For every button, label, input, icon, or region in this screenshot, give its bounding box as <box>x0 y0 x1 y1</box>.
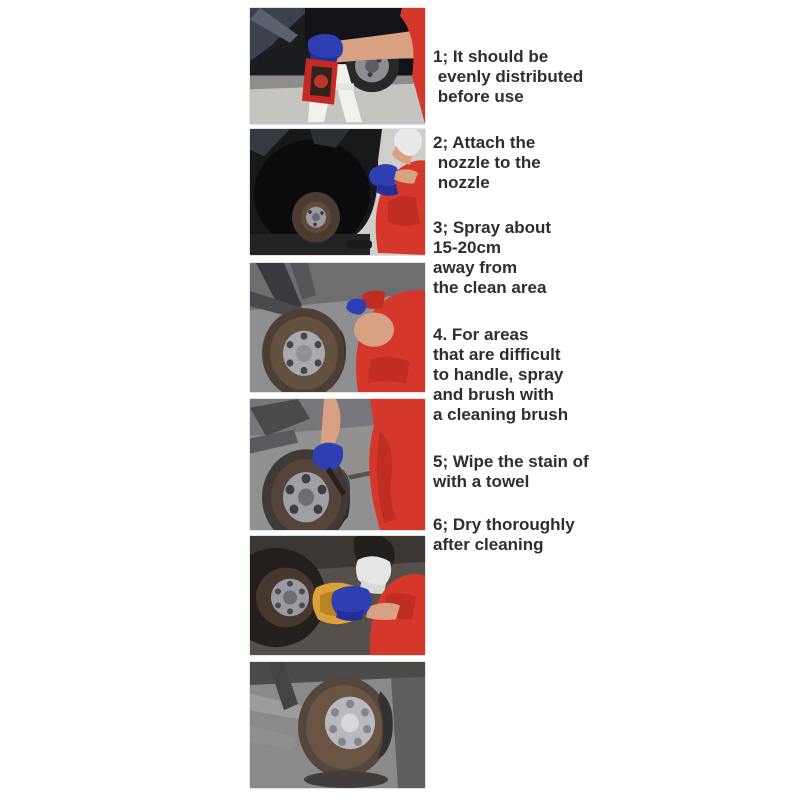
white-mask-shape <box>356 556 391 586</box>
step-text-1 <box>433 47 613 107</box>
step-photo-6 <box>249 661 426 789</box>
step-6-line-1: 6; Dry thoroughly <box>433 515 575 534</box>
step-5-line-1: 5; Wipe the stain of <box>433 452 589 471</box>
step-2-line-3: nozzle <box>433 173 490 192</box>
step-text-4 <box>433 325 613 425</box>
photo-4-art <box>250 399 425 530</box>
step-text-5 <box>433 452 613 492</box>
step-4-line-5: a cleaning brush <box>433 405 569 424</box>
step-1-line-3: before use <box>433 87 524 106</box>
photo-6-art <box>250 662 425 788</box>
step-3-line-3: away from <box>433 258 518 277</box>
step-photo-4 <box>249 398 426 531</box>
step-photo-3 <box>249 262 426 393</box>
step-2-line-1: 2; Attach the <box>433 133 536 152</box>
photo-5-art <box>250 536 425 655</box>
photo-2-art <box>250 129 425 255</box>
step-photo-1 <box>249 7 426 125</box>
step-photo-5 <box>249 535 426 656</box>
step-2-line-2: nozzle to the <box>433 153 541 172</box>
step-4-line-1: 4. For areas <box>433 325 529 344</box>
step-photo-2 <box>249 128 426 256</box>
step-6-line-2: after cleaning <box>433 535 544 554</box>
step-3-line-1: 3; Spray about <box>433 218 552 237</box>
step-4-line-4: and brush with <box>433 385 554 404</box>
step-text-2 <box>433 133 613 193</box>
photo-1-art <box>250 8 425 124</box>
step-3-line-2: 15-20cm <box>433 238 502 257</box>
step-5-line-2: with a towel <box>433 472 530 491</box>
step-text-6 <box>433 515 613 555</box>
step-text-3 <box>433 218 613 298</box>
photo-3-art <box>250 263 425 392</box>
step-1-line-2: evenly distributed <box>433 67 584 86</box>
step-4-line-2: that are difficult <box>433 345 561 364</box>
step-4-line-3: to handle, spray <box>433 365 564 384</box>
step-1-line-1: 1; It should be <box>433 47 549 66</box>
step-3-line-4: the clean area <box>433 278 547 297</box>
elbow-shape <box>354 312 394 346</box>
